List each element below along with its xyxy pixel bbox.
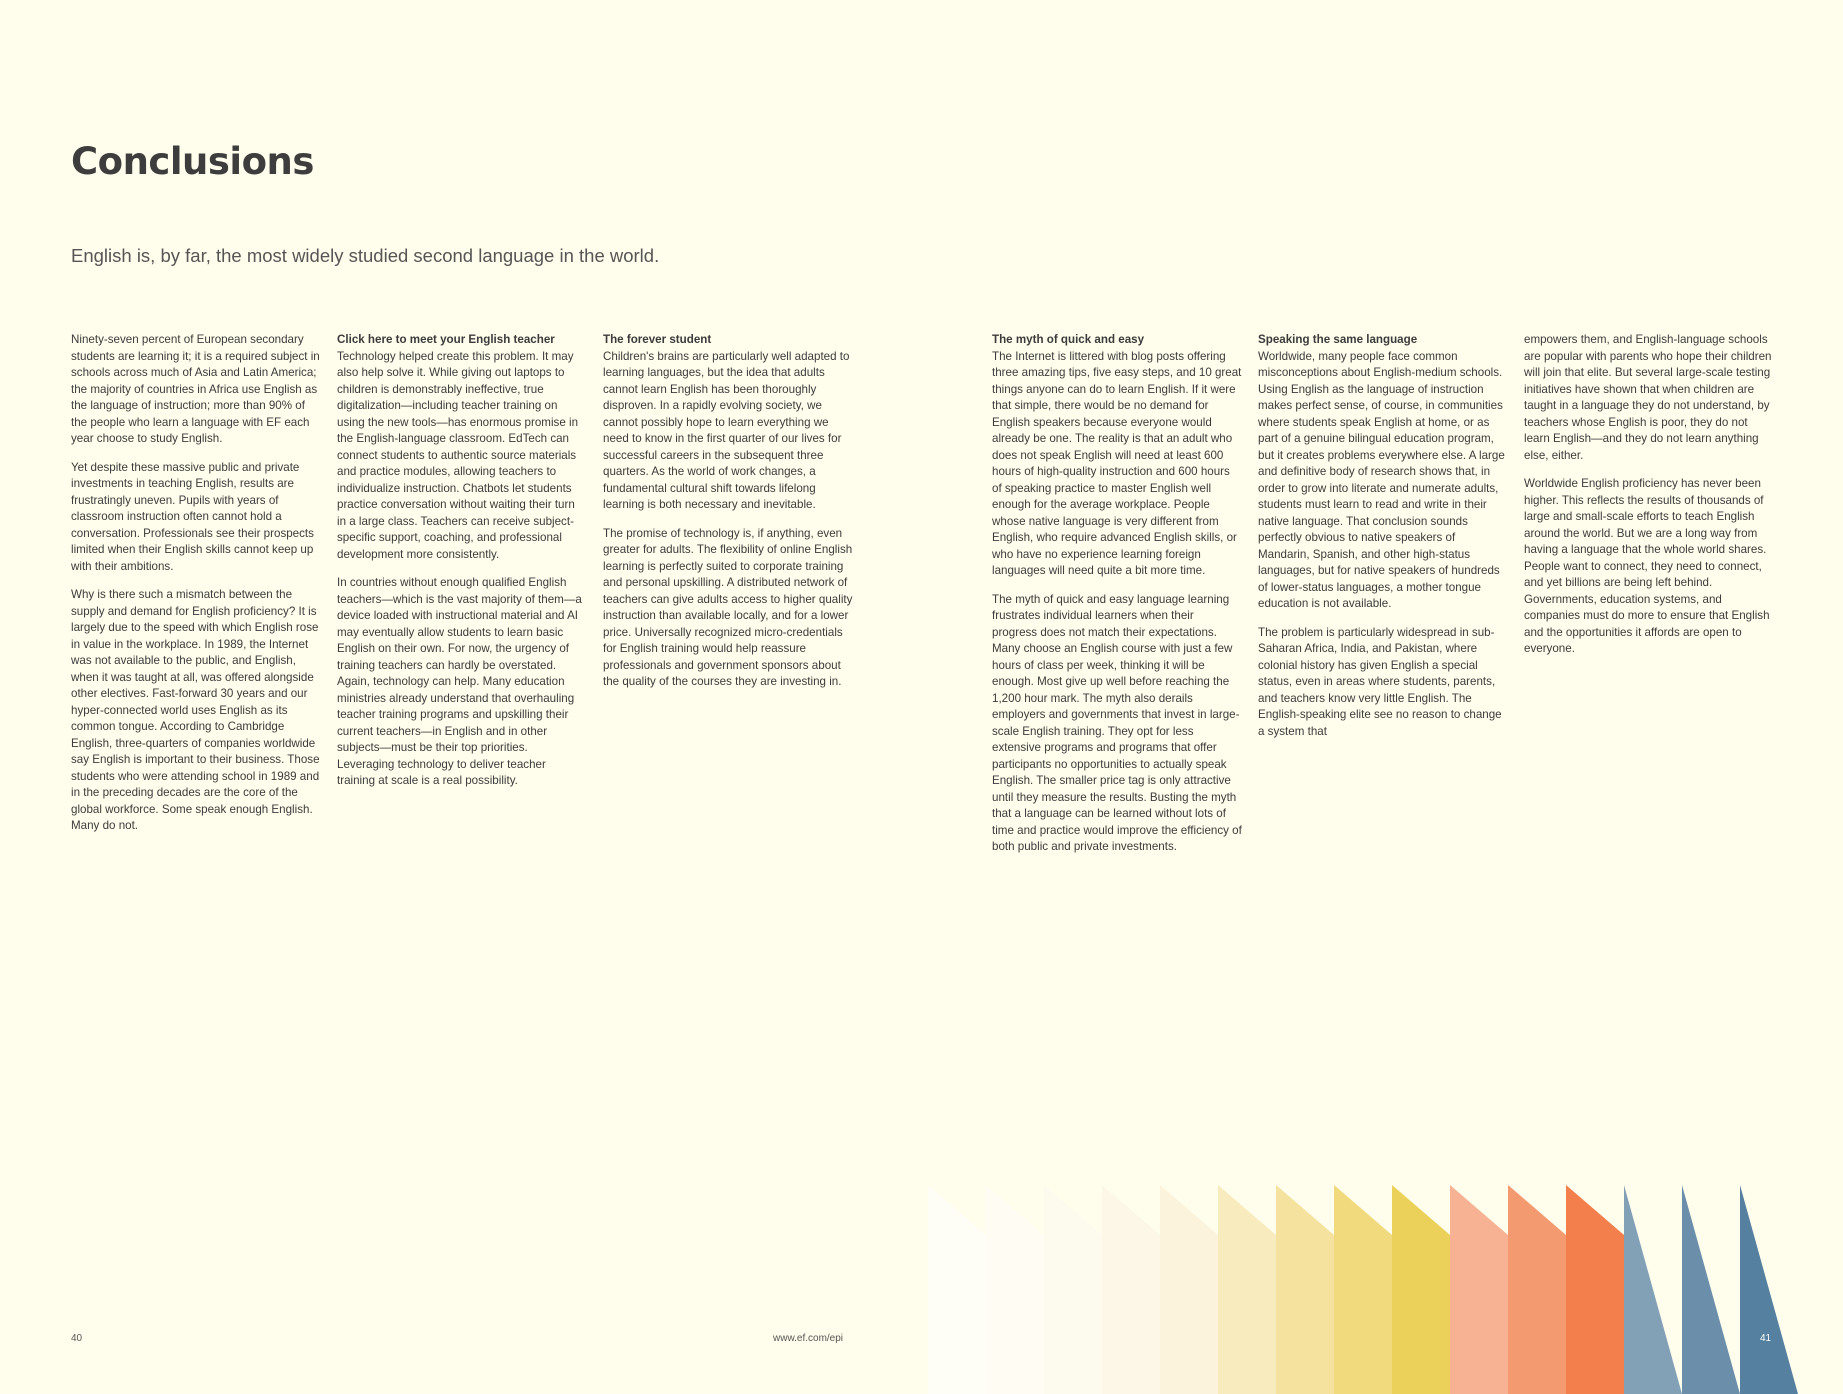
- decorative-color-stripes: [928, 1185, 1843, 1394]
- page-subtitle: English is, by far, the most widely studied second language in the world.: [71, 245, 660, 266]
- paragraph: Children's brains are particularly well adapted to learning languages, but the idea that adults cannot learn English has been thoroughly disproven. In a rapidly evolving society, we cannot possibly hope to learn everything we need to know in the first quarter of our lives for successful careers in the subsequent three quarters. As the world of work changes, a fundamental cultural shift towards lifelong learning is both necessary and inevitable.: [603, 349, 850, 511]
- stripe-shape: [986, 1185, 1044, 1394]
- stripe-shape: [1160, 1185, 1218, 1394]
- section-heading: The myth of quick and easy: [992, 333, 1145, 346]
- stripe-shape: [1276, 1185, 1334, 1394]
- paragraph: The problem is particularly widespread in sub-Saharan Africa, India, and Pakistan, where colonial history has given English a special status, even in areas where students, parents, and teachers know very little English. The English-speaking elite see no reason to change a system that: [1258, 625, 1502, 738]
- stripe-shape: [928, 1185, 986, 1394]
- paragraph: empowers them, and English-language schools are popular with parents who hope their children will join that elite. But several large-scale testing initiatives have shown that when children are taught in a language they do not understand, by teachers whose English is poor, they do not learn English—and they do not learn anything else, either.: [1524, 333, 1772, 462]
- paragraph: Yet despite these massive public and private investments in teaching English, results are frustratingly uneven. Pupils with years of classroom instruction often cannot hold a conversation. Professionals see their prospects limited when their English skills cannot keep up with their ambitions.: [71, 460, 314, 573]
- paragraph: Why is there such a mismatch between the supply and demand for English proficiency? It is largely due to the speed with which English rose in value in the workplace. In 1989, the Internet was not available to the public, and English, when it was taught at all, was offered alongside other electives. Fast-forward 30 years and our hyper-connected world uses English as its common tongue. According to Cambridge English, three-quarters of companies worldwide say English is important to their business. Those students who were attending school in 1989 and in the preceding decades are the core of the global workforce. Some speak enough English. Many do not.: [71, 588, 320, 832]
- paragraph: In countries without enough qualified English teachers—which is the vast majority of them—a device loaded with instructional material and AI may eventually allow students to learn basic English on their own. For now, the urgency of training teachers can hardly be overstated. Again, technology can help. Many education ministries already understand that overhauling teacher training programs and upskilling their current teachers—in English and in other subjects—must be their top priorities. Leveraging technology to deliver teacher training at scale is a real possibility.: [337, 576, 582, 787]
- stripe-shape: [1450, 1185, 1508, 1394]
- footer-url: www.ef.com/epi: [773, 1333, 844, 1344]
- stripe-shape: [1508, 1185, 1566, 1394]
- stripe-shape: [1566, 1185, 1624, 1394]
- paragraph: Worldwide, many people face common misconceptions about English-medium schools. Using English as the language of instruction makes perfect sense, of course, in communities where students speak English at home, or as part of a genuine bilingual education program, but it creates problems everywhere else. A large and definitive body of research shows that, in order to grow into literate and numerate adults, students must learn to read and write in their native language. That conclusion sounds perfectly obvious to native speakers of Mandarin, Spanish, and other high-status languages, but for native speakers of hundreds of lower-status languages, a mother tongue education is not available.: [1258, 349, 1505, 610]
- paragraph: Worldwide English proficiency has never been higher. This reflects the results of thousands of large and small-scale efforts to teach English around the world. But we are a long way from having a language that the whole world shares. People want to connect, they need to connect, and yet billions are being left behind. Governments, education systems, and companies must do more to ensure that English and the opportunities it affords are open to everyone.: [1524, 477, 1770, 655]
- text-column-6: [1524, 332, 1774, 670]
- section-heading: Click here to meet your English teacher: [337, 333, 555, 346]
- stripe-shape: [1218, 1185, 1276, 1394]
- text-column-3: [603, 332, 853, 703]
- text-column-1: [71, 332, 321, 847]
- stripe-shape: [1044, 1185, 1102, 1394]
- section-heading: The forever student: [603, 333, 712, 346]
- text-column-5: [1258, 332, 1508, 752]
- paragraph: The myth of quick and easy language learning frustrates individual learners when their progress does not match their expectations. Many choose an English course with just a few hours of class per week, thinking it will be enough. Most give up well before reaching the 1,200 hour mark. The myth also derails employers and governments that invest in large-scale English training. They opt for less extensive programs and programs that offer participants no opportunities to actually speak English. The smaller price tag is only attractive until they measure the results. Busting the myth that a language can be learned without lots of time and practice would improve the efficiency of both public and private investments.: [992, 592, 1242, 853]
- paragraph: Ninety-seven percent of European secondary students are learning it; it is a required subject in schools across much of Asia and Latin America; the majority of countries in Africa use English as the language of instruction; more than 90% of the people who learn a language with EF each year choose to study English.: [71, 333, 320, 445]
- paragraph: Technology helped create this problem. It may also help solve it. While giving out laptops to children is demonstrably ineffective, true digitalization—including teacher training on using the new tools—has enormous promise in the English-language classroom. EdTech can connect students to authentic source materials and practice modules, allowing teachers to individualize instruction. Chatbots let students practice conversation without waiting their turn in a large class. Teachers can receive subject-specific support, coaching, and professional development more consistently.: [337, 349, 579, 561]
- paragraph: The promise of technology is, if anything, even greater for adults. The flexibility of online English learning is perfectly suited to corporate training and personal upskilling. A distributed network of teachers can give adults access to higher quality instruction than available locally, and for a lower price. Universally recognized micro-credentials for English training would help reassure professionals and government sponsors about the quality of the courses they are investing in.: [603, 526, 853, 688]
- text-column-2: [337, 332, 587, 802]
- page-number-right: 41: [1760, 1333, 1772, 1344]
- section-heading: Speaking the same language: [1258, 333, 1418, 346]
- stripe-shape: [1102, 1185, 1160, 1394]
- stripe-shape: [1624, 1185, 1682, 1394]
- page-number-left: 40: [71, 1333, 83, 1344]
- stripe-shape: [1392, 1185, 1450, 1394]
- paragraph: The Internet is littered with blog posts offering three amazing tips, five easy steps, and 10 great things anyone can do to learn English. If it were that simple, there would be no demand for English speakers because everyone would already be one. The reality is that an adult who does not speak English will need at least 600 hours of high-quality instruction and 600 hours of speaking practice to master English well enough for the average workplace. People whose native language is very different from English, who require advanced English skills, or who have no experience learning foreign languages will need quite a bit more time.: [992, 349, 1242, 577]
- text-column-4: [992, 332, 1242, 868]
- stripe-shape: [1682, 1185, 1740, 1394]
- stripe-shape: [1334, 1185, 1392, 1394]
- stripe-shape: [1740, 1185, 1798, 1394]
- page-title: Conclusions: [71, 140, 314, 183]
